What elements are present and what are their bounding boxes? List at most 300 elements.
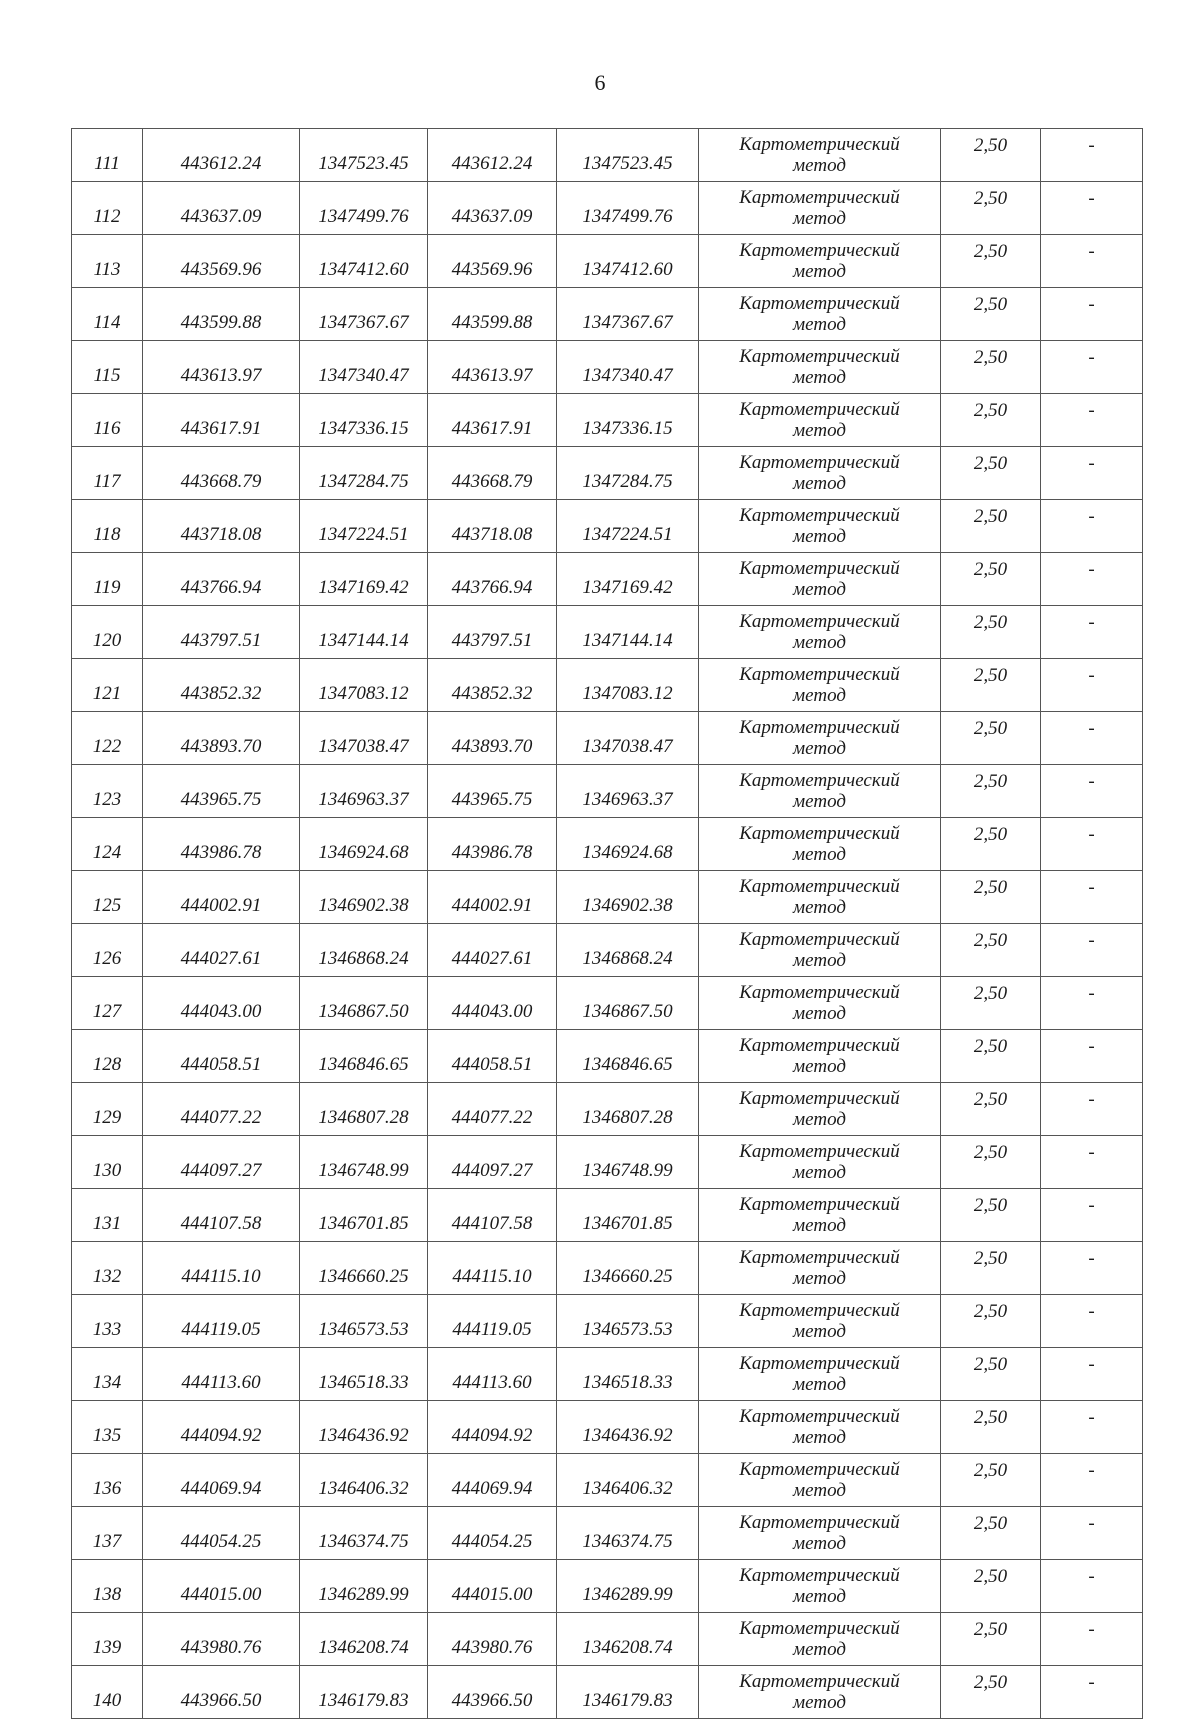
y-coordinate-cell: 1346868.24 <box>557 924 699 977</box>
method-line-1: Картометрический <box>739 1459 900 1480</box>
y-coordinate-cell: 1347336.15 <box>557 394 699 447</box>
note-cell: - <box>1041 500 1143 553</box>
note-cell: - <box>1041 1401 1143 1454</box>
y-coordinate-cell: 1346436.92 <box>300 1401 428 1454</box>
y-coordinate-cell: 1346406.32 <box>557 1454 699 1507</box>
method-line-2: метод <box>793 1533 846 1554</box>
x-coordinate-cell: 443617.91 <box>143 394 300 447</box>
x-coordinate-cell: 444069.94 <box>428 1454 557 1507</box>
point-number-cell: 139 <box>72 1613 143 1666</box>
x-coordinate-cell: 444115.10 <box>143 1242 300 1295</box>
method-line-1: Картометрический <box>739 770 900 791</box>
method-line-2: метод <box>793 155 846 176</box>
y-coordinate-cell: 1346748.99 <box>300 1136 428 1189</box>
note-cell: - <box>1041 1136 1143 1189</box>
point-number-cell: 135 <box>72 1401 143 1454</box>
note-cell: - <box>1041 1613 1143 1666</box>
method-line-2: метод <box>793 1321 846 1342</box>
note-cell: - <box>1041 818 1143 871</box>
accuracy-cell: 2,50 <box>941 288 1041 341</box>
y-coordinate-cell: 1346867.50 <box>300 977 428 1030</box>
x-coordinate-cell: 443966.50 <box>143 1666 300 1719</box>
table-row <box>72 447 1143 500</box>
note-cell: - <box>1041 1666 1143 1719</box>
method-line-2: метод <box>793 261 846 282</box>
y-coordinate-cell: 1347340.47 <box>557 341 699 394</box>
y-coordinate-cell: 1346963.37 <box>300 765 428 818</box>
method-line-1: Картометрический <box>739 293 900 314</box>
method-line-1: Картометрический <box>739 1035 900 1056</box>
table-row <box>72 924 1143 977</box>
method-line-1: Картометрический <box>739 1565 900 1586</box>
accuracy-cell: 2,50 <box>941 1030 1041 1083</box>
method-line-1: Картометрический <box>739 505 900 526</box>
x-coordinate-cell: 443766.94 <box>428 553 557 606</box>
method-cell <box>699 765 941 818</box>
x-coordinate-cell: 444107.58 <box>428 1189 557 1242</box>
point-number-cell: 119 <box>72 553 143 606</box>
method-line-1: Картометрический <box>739 823 900 844</box>
x-coordinate-cell: 443599.88 <box>143 288 300 341</box>
accuracy-cell: 2,50 <box>941 1507 1041 1560</box>
table-row <box>72 1348 1143 1401</box>
method-cell <box>699 659 941 712</box>
point-number-cell: 138 <box>72 1560 143 1613</box>
method-line-1: Картометрический <box>739 664 900 685</box>
x-coordinate-cell: 443766.94 <box>143 553 300 606</box>
y-coordinate-cell: 1347412.60 <box>557 235 699 288</box>
accuracy-cell: 2,50 <box>941 818 1041 871</box>
x-coordinate-cell: 444119.05 <box>143 1295 300 1348</box>
point-number-cell: 113 <box>72 235 143 288</box>
method-line-2: метод <box>793 1215 846 1236</box>
point-number-cell: 118 <box>72 500 143 553</box>
point-number-cell: 111 <box>72 129 143 182</box>
y-coordinate-cell: 1347083.12 <box>557 659 699 712</box>
x-coordinate-cell: 443637.09 <box>143 182 300 235</box>
accuracy-cell: 2,50 <box>941 924 1041 977</box>
method-cell <box>699 1348 941 1401</box>
table-row <box>72 1083 1143 1136</box>
method-cell <box>699 1242 941 1295</box>
page-number: 6 <box>594 70 606 95</box>
point-number-cell: 123 <box>72 765 143 818</box>
y-coordinate-cell: 1347224.51 <box>300 500 428 553</box>
x-coordinate-cell: 444094.92 <box>143 1401 300 1454</box>
y-coordinate-cell: 1347169.42 <box>300 553 428 606</box>
point-number-cell: 117 <box>72 447 143 500</box>
method-cell <box>699 500 941 553</box>
method-line-1: Картометрический <box>739 1406 900 1427</box>
accuracy-cell: 2,50 <box>941 1454 1041 1507</box>
note-cell: - <box>1041 129 1143 182</box>
point-number-cell: 121 <box>72 659 143 712</box>
x-coordinate-cell: 443637.09 <box>428 182 557 235</box>
note-cell: - <box>1041 1507 1143 1560</box>
x-coordinate-cell: 443668.79 <box>428 447 557 500</box>
y-coordinate-cell: 1346963.37 <box>557 765 699 818</box>
table-row <box>72 659 1143 712</box>
point-number-cell: 131 <box>72 1189 143 1242</box>
y-coordinate-cell: 1346868.24 <box>300 924 428 977</box>
method-cell <box>699 1189 941 1242</box>
y-coordinate-cell: 1347083.12 <box>300 659 428 712</box>
y-coordinate-cell: 1346924.68 <box>557 818 699 871</box>
x-coordinate-cell: 443612.24 <box>428 129 557 182</box>
x-coordinate-cell: 443852.32 <box>143 659 300 712</box>
x-coordinate-cell: 444054.25 <box>428 1507 557 1560</box>
point-number-cell: 127 <box>72 977 143 1030</box>
method-line-2: метод <box>793 579 846 600</box>
point-number-cell: 140 <box>72 1666 143 1719</box>
x-coordinate-cell: 443797.51 <box>428 606 557 659</box>
accuracy-cell: 2,50 <box>941 1295 1041 1348</box>
y-coordinate-cell: 1346179.83 <box>557 1666 699 1719</box>
y-coordinate-cell: 1347284.75 <box>557 447 699 500</box>
x-coordinate-cell: 444015.00 <box>143 1560 300 1613</box>
method-cell <box>699 235 941 288</box>
accuracy-cell: 2,50 <box>941 235 1041 288</box>
accuracy-cell: 2,50 <box>941 553 1041 606</box>
y-coordinate-cell: 1346374.75 <box>300 1507 428 1560</box>
method-line-1: Картометрический <box>739 1618 900 1639</box>
x-coordinate-cell: 444077.22 <box>428 1083 557 1136</box>
accuracy-cell: 2,50 <box>941 129 1041 182</box>
table-row <box>72 182 1143 235</box>
table-row <box>72 1136 1143 1189</box>
accuracy-cell: 2,50 <box>941 1242 1041 1295</box>
method-line-1: Картометрический <box>739 1247 900 1268</box>
y-coordinate-cell: 1347144.14 <box>557 606 699 659</box>
x-coordinate-cell: 444069.94 <box>143 1454 300 1507</box>
note-cell: - <box>1041 977 1143 1030</box>
accuracy-cell: 2,50 <box>941 765 1041 818</box>
table-row <box>72 818 1143 871</box>
x-coordinate-cell: 443965.75 <box>143 765 300 818</box>
method-line-1: Картометрический <box>739 452 900 473</box>
note-cell: - <box>1041 1348 1143 1401</box>
method-line-1: Картометрический <box>739 1512 900 1533</box>
method-line-2: метод <box>793 685 846 706</box>
x-coordinate-cell: 444115.10 <box>428 1242 557 1295</box>
method-cell <box>699 1295 941 1348</box>
method-line-1: Картометрический <box>739 1353 900 1374</box>
x-coordinate-cell: 443599.88 <box>428 288 557 341</box>
x-coordinate-cell: 444097.27 <box>143 1136 300 1189</box>
accuracy-cell: 2,50 <box>941 341 1041 394</box>
y-coordinate-cell: 1347367.67 <box>557 288 699 341</box>
method-line-2: метод <box>793 367 846 388</box>
x-coordinate-cell: 443893.70 <box>143 712 300 765</box>
table-row <box>72 1613 1143 1666</box>
method-line-2: метод <box>793 1162 846 1183</box>
y-coordinate-cell: 1346924.68 <box>300 818 428 871</box>
note-cell: - <box>1041 447 1143 500</box>
x-coordinate-cell: 443893.70 <box>428 712 557 765</box>
x-coordinate-cell: 443986.78 <box>143 818 300 871</box>
note-cell: - <box>1041 1083 1143 1136</box>
table-row <box>72 341 1143 394</box>
note-cell: - <box>1041 659 1143 712</box>
table-row <box>72 1189 1143 1242</box>
note-cell: - <box>1041 924 1143 977</box>
y-coordinate-cell: 1347224.51 <box>557 500 699 553</box>
y-coordinate-cell: 1346846.65 <box>557 1030 699 1083</box>
note-cell: - <box>1041 712 1143 765</box>
note-cell: - <box>1041 182 1143 235</box>
table-row <box>72 1454 1143 1507</box>
note-cell: - <box>1041 1560 1143 1613</box>
method-cell <box>699 394 941 447</box>
table-row <box>72 765 1143 818</box>
table-row <box>72 712 1143 765</box>
method-cell <box>699 1083 941 1136</box>
point-number-cell: 120 <box>72 606 143 659</box>
x-coordinate-cell: 443852.32 <box>428 659 557 712</box>
y-coordinate-cell: 1346701.85 <box>300 1189 428 1242</box>
x-coordinate-cell: 444027.61 <box>143 924 300 977</box>
method-cell <box>699 341 941 394</box>
y-coordinate-cell: 1346701.85 <box>557 1189 699 1242</box>
y-coordinate-cell: 1347336.15 <box>300 394 428 447</box>
note-cell: - <box>1041 1454 1143 1507</box>
note-cell: - <box>1041 235 1143 288</box>
x-coordinate-cell: 443613.97 <box>143 341 300 394</box>
method-line-1: Картометрический <box>739 929 900 950</box>
method-cell <box>699 182 941 235</box>
x-coordinate-cell: 443718.08 <box>143 500 300 553</box>
method-cell <box>699 129 941 182</box>
table-row <box>72 235 1143 288</box>
y-coordinate-cell: 1346518.33 <box>300 1348 428 1401</box>
point-number-cell: 129 <box>72 1083 143 1136</box>
point-number-cell: 132 <box>72 1242 143 1295</box>
y-coordinate-cell: 1347038.47 <box>557 712 699 765</box>
method-cell <box>699 712 941 765</box>
method-line-2: метод <box>793 1056 846 1077</box>
accuracy-cell: 2,50 <box>941 606 1041 659</box>
table-row <box>72 1507 1143 1560</box>
x-coordinate-cell: 444002.91 <box>143 871 300 924</box>
x-coordinate-cell: 444113.60 <box>428 1348 557 1401</box>
point-number-cell: 112 <box>72 182 143 235</box>
note-cell: - <box>1041 1030 1143 1083</box>
y-coordinate-cell: 1347169.42 <box>557 553 699 606</box>
note-cell: - <box>1041 1242 1143 1295</box>
y-coordinate-cell: 1346660.25 <box>300 1242 428 1295</box>
table-body <box>72 129 1143 1719</box>
x-coordinate-cell: 444054.25 <box>143 1507 300 1560</box>
method-cell <box>699 447 941 500</box>
accuracy-cell: 2,50 <box>941 1189 1041 1242</box>
point-number-cell: 114 <box>72 288 143 341</box>
y-coordinate-cell: 1347284.75 <box>300 447 428 500</box>
y-coordinate-cell: 1347038.47 <box>300 712 428 765</box>
method-line-2: метод <box>793 738 846 759</box>
y-coordinate-cell: 1346179.83 <box>300 1666 428 1719</box>
x-coordinate-cell: 444077.22 <box>143 1083 300 1136</box>
x-coordinate-cell: 443718.08 <box>428 500 557 553</box>
method-cell <box>699 1666 941 1719</box>
method-line-1: Картометрический <box>739 717 900 738</box>
method-line-1: Картометрический <box>739 611 900 632</box>
method-cell <box>699 818 941 871</box>
y-coordinate-cell: 1346208.74 <box>300 1613 428 1666</box>
accuracy-cell: 2,50 <box>941 1666 1041 1719</box>
x-coordinate-cell: 443966.50 <box>428 1666 557 1719</box>
y-coordinate-cell: 1346846.65 <box>300 1030 428 1083</box>
accuracy-cell: 2,50 <box>941 500 1041 553</box>
method-line-2: метод <box>793 1586 846 1607</box>
table-row <box>72 1666 1143 1719</box>
method-line-2: метод <box>793 1427 846 1448</box>
method-line-1: Картометрический <box>739 1194 900 1215</box>
y-coordinate-cell: 1346902.38 <box>300 871 428 924</box>
method-line-2: метод <box>793 473 846 494</box>
y-coordinate-cell: 1347499.76 <box>557 182 699 235</box>
method-cell <box>699 1401 941 1454</box>
accuracy-cell: 2,50 <box>941 447 1041 500</box>
x-coordinate-cell: 444097.27 <box>428 1136 557 1189</box>
accuracy-cell: 2,50 <box>941 1401 1041 1454</box>
point-number-cell: 137 <box>72 1507 143 1560</box>
x-coordinate-cell: 443965.75 <box>428 765 557 818</box>
method-line-2: метод <box>793 1268 846 1289</box>
accuracy-cell: 2,50 <box>941 1083 1041 1136</box>
note-cell: - <box>1041 765 1143 818</box>
table-row <box>72 606 1143 659</box>
table-row <box>72 977 1143 1030</box>
method-line-1: Картометрический <box>739 187 900 208</box>
x-coordinate-cell: 443797.51 <box>143 606 300 659</box>
point-number-cell: 134 <box>72 1348 143 1401</box>
note-cell: - <box>1041 1189 1143 1242</box>
note-cell: - <box>1041 871 1143 924</box>
method-cell <box>699 606 941 659</box>
x-coordinate-cell: 443668.79 <box>143 447 300 500</box>
method-line-2: метод <box>793 420 846 441</box>
table-row <box>72 500 1143 553</box>
method-line-2: метод <box>793 208 846 229</box>
x-coordinate-cell: 444119.05 <box>428 1295 557 1348</box>
table-row <box>72 288 1143 341</box>
method-line-1: Картометрический <box>739 1088 900 1109</box>
coordinates-table <box>71 128 1143 1719</box>
y-coordinate-cell: 1346374.75 <box>557 1507 699 1560</box>
y-coordinate-cell: 1347340.47 <box>300 341 428 394</box>
y-coordinate-cell: 1346208.74 <box>557 1613 699 1666</box>
method-line-1: Картометрический <box>739 558 900 579</box>
note-cell: - <box>1041 553 1143 606</box>
y-coordinate-cell: 1346436.92 <box>557 1401 699 1454</box>
accuracy-cell: 2,50 <box>941 1348 1041 1401</box>
method-cell <box>699 924 941 977</box>
y-coordinate-cell: 1346748.99 <box>557 1136 699 1189</box>
method-line-1: Картометрический <box>739 240 900 261</box>
accuracy-cell: 2,50 <box>941 977 1041 1030</box>
y-coordinate-cell: 1347412.60 <box>300 235 428 288</box>
point-number-cell: 122 <box>72 712 143 765</box>
y-coordinate-cell: 1346807.28 <box>557 1083 699 1136</box>
method-cell <box>699 553 941 606</box>
note-cell: - <box>1041 394 1143 447</box>
accuracy-cell: 2,50 <box>941 1613 1041 1666</box>
y-coordinate-cell: 1346573.53 <box>557 1295 699 1348</box>
y-coordinate-cell: 1347523.45 <box>557 129 699 182</box>
y-coordinate-cell: 1346867.50 <box>557 977 699 1030</box>
point-number-cell: 116 <box>72 394 143 447</box>
method-line-2: метод <box>793 1692 846 1713</box>
method-line-2: метод <box>793 897 846 918</box>
point-number-cell: 133 <box>72 1295 143 1348</box>
point-number-cell: 136 <box>72 1454 143 1507</box>
note-cell: - <box>1041 341 1143 394</box>
method-line-2: метод <box>793 632 846 653</box>
y-coordinate-cell: 1346573.53 <box>300 1295 428 1348</box>
accuracy-cell: 2,50 <box>941 659 1041 712</box>
table-row <box>72 553 1143 606</box>
x-coordinate-cell: 443569.96 <box>428 235 557 288</box>
method-line-1: Картометрический <box>739 1141 900 1162</box>
table-row <box>72 1560 1143 1613</box>
method-line-2: метод <box>793 1639 846 1660</box>
accuracy-cell: 2,50 <box>941 871 1041 924</box>
x-coordinate-cell: 443986.78 <box>428 818 557 871</box>
y-coordinate-cell: 1347499.76 <box>300 182 428 235</box>
note-cell: - <box>1041 1295 1143 1348</box>
method-line-1: Картометрический <box>739 876 900 897</box>
method-line-2: метод <box>793 1109 846 1130</box>
table-row <box>72 1401 1143 1454</box>
method-cell <box>699 871 941 924</box>
method-cell <box>699 1136 941 1189</box>
y-coordinate-cell: 1346406.32 <box>300 1454 428 1507</box>
y-coordinate-cell: 1347144.14 <box>300 606 428 659</box>
method-cell <box>699 1507 941 1560</box>
note-cell: - <box>1041 606 1143 659</box>
y-coordinate-cell: 1347523.45 <box>300 129 428 182</box>
x-coordinate-cell: 444058.51 <box>428 1030 557 1083</box>
x-coordinate-cell: 444107.58 <box>143 1189 300 1242</box>
method-line-1: Картометрический <box>739 399 900 420</box>
x-coordinate-cell: 444058.51 <box>143 1030 300 1083</box>
method-line-1: Картометрический <box>739 1300 900 1321</box>
y-coordinate-cell: 1346660.25 <box>557 1242 699 1295</box>
accuracy-cell: 2,50 <box>941 712 1041 765</box>
point-number-cell: 130 <box>72 1136 143 1189</box>
table-row <box>72 394 1143 447</box>
x-coordinate-cell: 444015.00 <box>428 1560 557 1613</box>
table-row <box>72 871 1143 924</box>
accuracy-cell: 2,50 <box>941 1136 1041 1189</box>
method-line-1: Картометрический <box>739 134 900 155</box>
y-coordinate-cell: 1346807.28 <box>300 1083 428 1136</box>
note-cell: - <box>1041 288 1143 341</box>
x-coordinate-cell: 444027.61 <box>428 924 557 977</box>
y-coordinate-cell: 1346289.99 <box>557 1560 699 1613</box>
method-line-2: метод <box>793 526 846 547</box>
method-line-2: метод <box>793 1374 846 1395</box>
table-row <box>72 1242 1143 1295</box>
method-line-1: Картометрический <box>739 1671 900 1692</box>
y-coordinate-cell: 1346518.33 <box>557 1348 699 1401</box>
y-coordinate-cell: 1347367.67 <box>300 288 428 341</box>
x-coordinate-cell: 443617.91 <box>428 394 557 447</box>
method-line-2: метод <box>793 314 846 335</box>
x-coordinate-cell: 444002.91 <box>428 871 557 924</box>
x-coordinate-cell: 444043.00 <box>428 977 557 1030</box>
x-coordinate-cell: 444043.00 <box>143 977 300 1030</box>
